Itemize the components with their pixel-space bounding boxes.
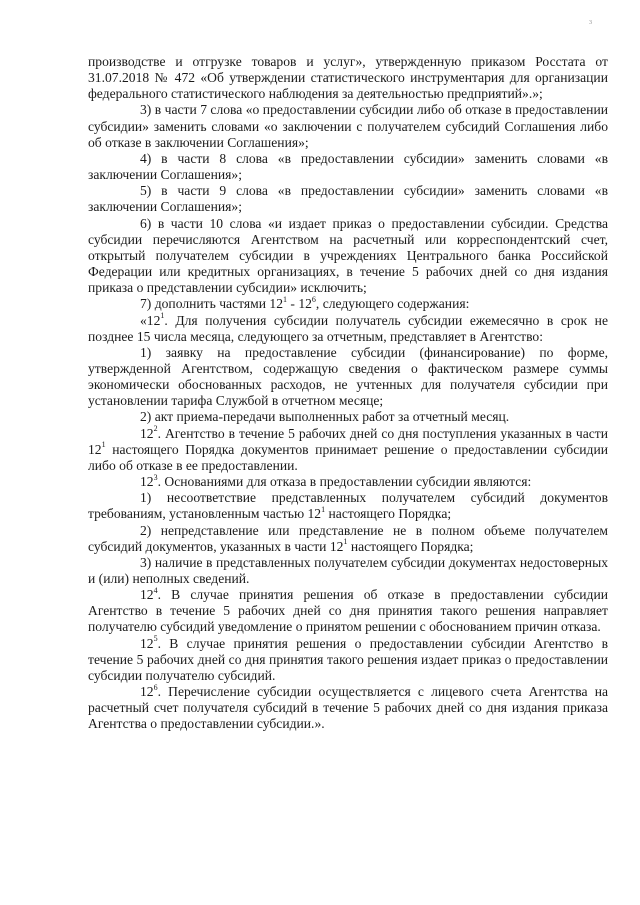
paragraph [88,523,608,555]
paragraph [88,684,608,732]
corner-mark: 3 [589,20,592,26]
superscript: 1 [283,294,287,304]
superscript: 2 [153,424,158,434]
text-run: 12 [140,474,154,490]
text-run: настоящего Порядка документов принимает решение о предоставлении субсидии либо об отказе в ее предоставлении. [88,441,608,473]
text-run: настоящего Порядка; [325,506,452,522]
paragraph: 6) в части 10 слова «и издает приказ о предоставлении субсидии. Средства субсидии перечисляются Агентством на расчетный или корреспондентский счет, открытый получателем субсидии в учреждениях Центрального банка Российской Федерации или кредитных организациях, в течение 5 рабочих дней со дня издания приказа о представлении субсидии» исключить; [88,215,608,296]
paragraph [88,426,608,474]
paragraph: 1) заявку на предоставление субсидии (финансирование) по форме, утвержденной Агентством, содержащую сведения о фактическом размере суммы экономически обоснованных расходов, не учтенных для получателя субсидии при установлении тарифа Службой в отчетном месяце; [88,344,608,409]
text-run: . Для получения субсидии получатель субсидии ежемесячно в срок не позднее 15 числа месяца, следующего за отчетным, представляет в Агентство: [88,312,608,344]
text-run: - 12 [287,296,312,312]
paragraph [88,474,608,490]
superscript: 1 [101,440,106,450]
text-run: 12 [140,684,154,700]
text-run: . Основаниями для отказа в предоставлении субсидии являются: [157,474,532,490]
superscript: 1 [321,504,326,514]
text-run: 12 [140,635,154,651]
paragraph: 3) наличие в представленных получателем субсидии документах недостоверных и (или) неполных сведений. [88,554,608,586]
paragraph: 3) в части 7 слова «о предоставлении субсидии либо об отказе в предоставлении субсидии» заменить словами «о заключении с получателем субсидий Соглашения либо об отказе в заключении Соглашения»; [88,102,608,150]
paragraph [88,490,608,522]
text-run: , следующего содержания: [315,296,470,312]
paragraph: 4) в части 8 слова «в предоставлении субсидии» заменить словами «в заключении Соглашения»; [88,150,608,183]
text-run: 1) несоответствие представленных получателем субсидий документов требованиям, установленным частью 12 [88,490,608,522]
paragraph: производстве и отгрузке товаров и услуг», утвержденную приказом Росстата от 31.07.2018 № 472 «Об утверждении статистического инструментария для организации федерального статистического наблюдения за деятельностью предприятий».»; [88,54,608,102]
paragraph [88,636,608,684]
text-run: «12 [140,312,161,328]
text-run: . Агентство в течение 5 рабочих дней со дня поступления указанных в части 12 [88,425,608,457]
superscript: 6 [311,294,316,304]
superscript: 6 [153,682,158,692]
paragraph [88,310,608,345]
text-run: 7) дополнить частями 12 [140,296,283,312]
text-run: настоящего Порядка; [347,538,474,554]
superscript: 1 [160,310,165,320]
superscript: 3 [153,472,158,482]
paragraph: 2) акт приема-передачи выполненных работ за отчетный месяц. [140,409,510,425]
paragraph [88,587,608,635]
paragraph: 5) в части 9 слова «в предоставлении субсидии» заменить словами «в заключении Соглашения»; [88,183,608,215]
text-run: . В случае принятия решения о предоставлении субсидии Агентство в течение 5 рабочих дней со дня принятия такого решения издает приказ о предоставлении субсидии получателю субсидий. [88,635,608,683]
text-run: 2) непредставление или представление не в полном объеме получателем субсидий документов, указанных в части 12 [88,522,608,554]
superscript: 5 [153,634,158,644]
document-body [88,54,608,733]
superscript: 4 [153,585,158,595]
text-run: . Перечисление субсидии осуществляется с лицевого счета Агентства на расчетный счет получателя субсидий в течение 5 рабочих дней со дня издания приказа Агентства о предоставлении субсидии.». [88,684,608,732]
text-run: 12 [140,425,154,441]
superscript: 1 [343,537,348,547]
paragraph [88,296,608,312]
text-run: 12 [140,587,154,603]
text-run: . В случае принятия решения об отказе в предоставлении субсидии Агентство в течение 5 рабочих дней со дня принятия такого решения направляет получателю субсидий уведомление о принятом решении с обоснованием причин отказа. [88,587,608,635]
